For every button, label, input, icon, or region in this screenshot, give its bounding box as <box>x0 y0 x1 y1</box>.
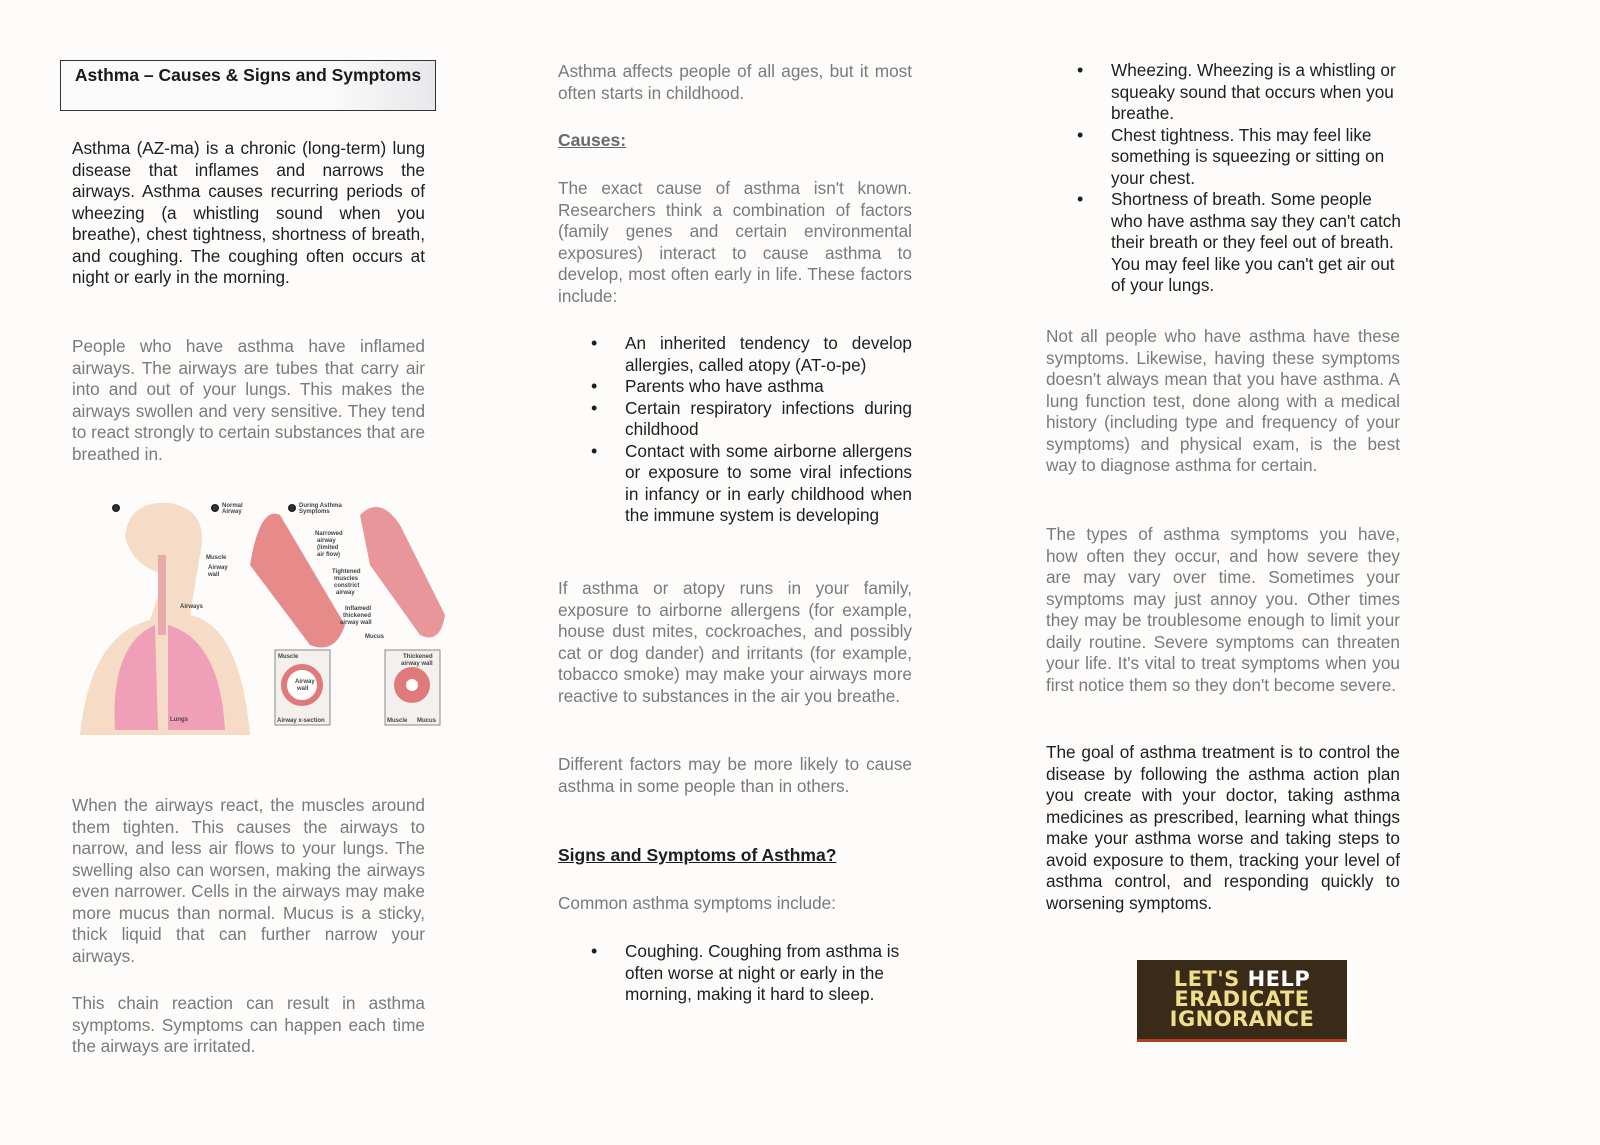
label-b: B <box>213 506 218 512</box>
label-tightened-3: constrict <box>334 583 360 589</box>
signs-heading: Signs and Symptoms of Asthma? <box>558 845 837 865</box>
label-normal-airway-2: Airway <box>222 509 242 515</box>
causes-factor-list <box>625 333 912 527</box>
logo-help: HELP <box>1247 967 1311 991</box>
page-title: Asthma – Causes & Signs and Symptoms <box>60 60 436 111</box>
label-xs-section: Airway x-section <box>277 718 325 724</box>
list-item: • Coughing. Coughing from asthma is often worse at night or early in the morning, making it hard to sleep. <box>625 941 907 1006</box>
diagnosis-paragraph: Not all people who have asthma have these symptoms. Likewise, having these symptoms doesn't always mean that you have asthma. A lung function test, done along with a medical history (including type and frequency of your symptoms) and physical exam, is the best way to diagnose asthma for certain. <box>1046 326 1400 475</box>
label-narrowed: Narrowed <box>315 531 343 537</box>
causes-heading: Causes: <box>558 130 627 150</box>
label-inflamed: Inflamed/ <box>345 606 372 612</box>
list-item: • An inherited tendency to develop allergies, called atopy (AT-o-pe) <box>625 333 912 376</box>
label-xs-wall-2: wall <box>297 686 309 692</box>
list-item: • Parents who have asthma <box>625 376 912 398</box>
label-narrowed-3: (limited <box>317 545 339 551</box>
label-xs2-mucus: Mucus <box>417 718 437 724</box>
logo-ignorance: IGNORANCE <box>1169 1007 1315 1031</box>
lets-help-eradicate-ignorance-logo <box>1137 960 1347 1042</box>
label-inflamed-3: airway wall <box>340 620 372 626</box>
label-c: C <box>290 506 295 512</box>
label-airways: Airways <box>180 604 204 610</box>
severity-paragraph: The types of asthma symptoms you have, how often they occur, and how severe they are may vary over time. Sometimes your symptoms may just annoy you. Other times they may be troublesome enough to limit your daily routine. Severe symptoms can threaten your life. It's vital to treat symptoms when you first notice them so they don't become severe. <box>1046 524 1400 695</box>
label-tightened-2: muscles <box>334 576 359 582</box>
label-tightened-4: airway <box>336 590 355 596</box>
list-item: • Chest tightness. This may feel like something is squeezing or sitting on your chest. <box>1111 125 1401 190</box>
logo-lets: LET'S <box>1173 967 1248 991</box>
airway-reaction-paragraph: When the airways react, the muscles around them tighten. This causes the airways to narrow, and less air flows to your lungs. The swelling also can worsen, making the airways even narrower. Cells in the airways may make more mucus than normal. Mucus is a sticky, thick liquid that can further narrow your airways. <box>72 795 425 966</box>
list-item: • Wheezing. Wheezing is a whistling or squeaky sound that occurs when you breathe. <box>1111 60 1401 125</box>
label-narrowed-2: airway <box>317 538 336 544</box>
label-xs-wall: Airway <box>295 679 315 685</box>
list-item: • Contact with some airborne allergens or exposure to some viral infections in infancy or in early childhood when the immune system is developing <box>625 441 912 527</box>
label-mucus: Mucus <box>365 634 385 640</box>
label-normal-airway: Normal <box>222 503 243 509</box>
chain-reaction-paragraph: This chain reaction can result in asthma symptoms. Symptoms can happen each time the airways are irritated. <box>72 993 425 1056</box>
inflamed-airways-paragraph: People who have asthma have inflamed airways. The airways are tubes that carry air into and out of your lungs. This makes the airways swollen and very sensitive. They tend to react strongly to certain substances that are breathed in. <box>72 336 425 464</box>
label-during: During Asthma <box>299 503 342 509</box>
label-tightened: Tightened <box>332 569 361 575</box>
logo-eradicate: ERADICATE <box>1174 987 1310 1011</box>
label-thickened-2: airway wall <box>401 661 433 667</box>
common-symptoms-intro: Common asthma symptoms include: <box>558 893 836 913</box>
label-lungs: Lungs <box>170 717 188 723</box>
treatment-paragraph: The goal of asthma treatment is to control the disease by following the asthma action plan you create with your doctor, taking asthma medicines as prescribed, learning what things make your asthma worse and taking steps to avoid exposure to them, tracking your level of asthma control, and responding quickly to worsening symptoms. <box>1046 742 1400 913</box>
factors-paragraph: Different factors may be more likely to cause asthma in some people than in others. <box>558 754 912 796</box>
label-muscle: Muscle <box>206 555 227 561</box>
intro-paragraph: Asthma (AZ-ma) is a chronic (long-term) lung disease that inflames and narrows the airways. Asthma causes recurring periods of wheezing (a whistling sound when you breathe), chest tightness, shortness of breath, and coughing. The coughing often occurs at night or early in the morning. <box>72 138 425 287</box>
asthma-airway-illustration <box>70 495 450 735</box>
causes-paragraph: The exact cause of asthma isn't known. Researchers think a combination of factors (family genes and certain environmental exposures) interact to cause asthma to develop, most often early in life. These factors include: <box>558 178 912 306</box>
label-xs2-muscle: Muscle <box>387 718 408 724</box>
symptom-list-start <box>625 941 907 1006</box>
label-during-2: Symptoms <box>299 509 330 515</box>
family-paragraph: If asthma or atopy runs in your family, exposure to airborne allergens (for example, house dust mites, cockroaches, and possibly cat or dog dander) and irritants (for example, tobacco smoke) may make your airways more reactive to substances in the air you breathe. <box>558 578 912 706</box>
label-xs-muscle: Muscle <box>278 654 299 660</box>
label-airway-wall: Airway <box>208 565 228 571</box>
label-inflamed-2: thickened <box>343 613 372 619</box>
ages-paragraph: Asthma affects people of all ages, but it most often starts in childhood. <box>558 61 912 103</box>
label-a: A <box>114 506 119 512</box>
label-narrowed-4: air flow) <box>317 552 341 558</box>
list-item: • Shortness of breath. Some people who have asthma say they can't catch their breath or they feel out of breath. You may feel like you can't get air out of your lungs. <box>1111 189 1401 297</box>
list-item: • Certain respiratory infections during childhood <box>625 398 912 441</box>
symptom-list-continued <box>1111 60 1401 297</box>
label-airway-wall-2: wall <box>208 572 220 578</box>
label-thickened: Thickened <box>403 654 433 660</box>
